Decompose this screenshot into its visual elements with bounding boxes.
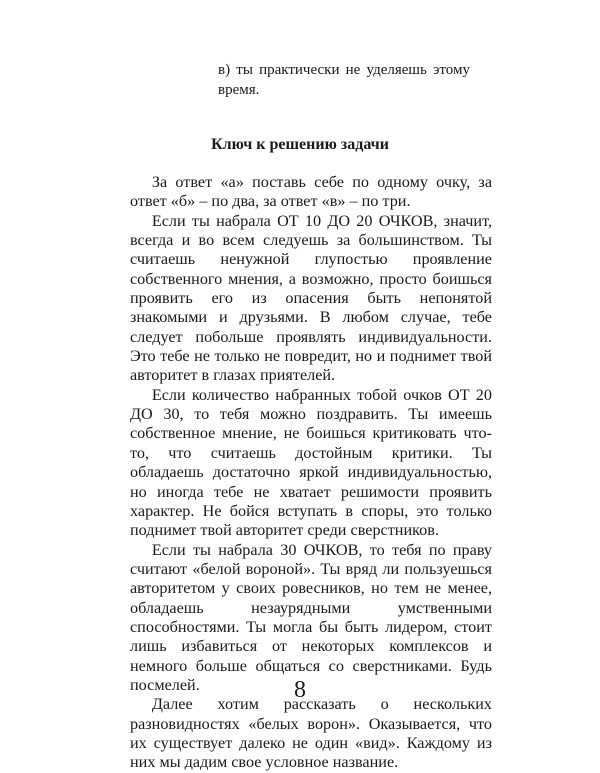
section-heading: Ключ к решению задачи [211,136,389,153]
paragraph-scoring: За ответ «а» поставь себе по одному очку, за ответ «б» – по два, за ответ «в» – по три. [130,173,492,211]
paragraph-10-20-points: Если ты набрала ОТ 10 ДО 20 ОЧКОВ, значит, всегда и во всем следуешь за большинством. Ты считаешь ненужной глупостью проявление собственного мнения, а возможно, просто боишься проявить его из опасения быть непонятой знакомыми и друзьями. В любом случае, тебе следует побольше проявлять индивидуальности. Это тебе не только не повредит, но и поднимет твой авторитет в глазах приятелей. [130,211,492,385]
paragraph-white-crows: Далее хотим рассказать о нескольких разновидностях «белых ворон». Оказывается, что их существует далеко не один «вид». Каждому из них мы дадим свое условное название. [130,695,492,772]
page-number: 8 [294,677,306,703]
paragraph-20-30-points: Если количество набранных тобой очков ОТ 20 ДО 30, то тебя можно поздравить. Ты имеешь собственное мнение, не боишься критиковать что-то, что считаешь достойным критики. Ты обладаешь достаточно яркой индивидуальностью, но иногда тебе не хватает решимости проявить характер. Не бойся вступать в споры, это только поднимет твой авторитет среди сверстников. [130,385,492,540]
paragraph-30-points: Если ты набрала 30 ОЧКОВ, то тебя по праву считают «белой вороной». Ты вряд ли пользуешься авторитетом у своих ровесников, но тем не менее, обладаешь незаурядными умственными способностями. Ты могла бы быть лидером, стоит лишь избавиться от некоторых комплексов и немного больше общаться со сверстниками. Будь посмелей. [130,540,492,694]
answer-option-c: в) ты практически не уделяешь этому время. [218,62,470,98]
